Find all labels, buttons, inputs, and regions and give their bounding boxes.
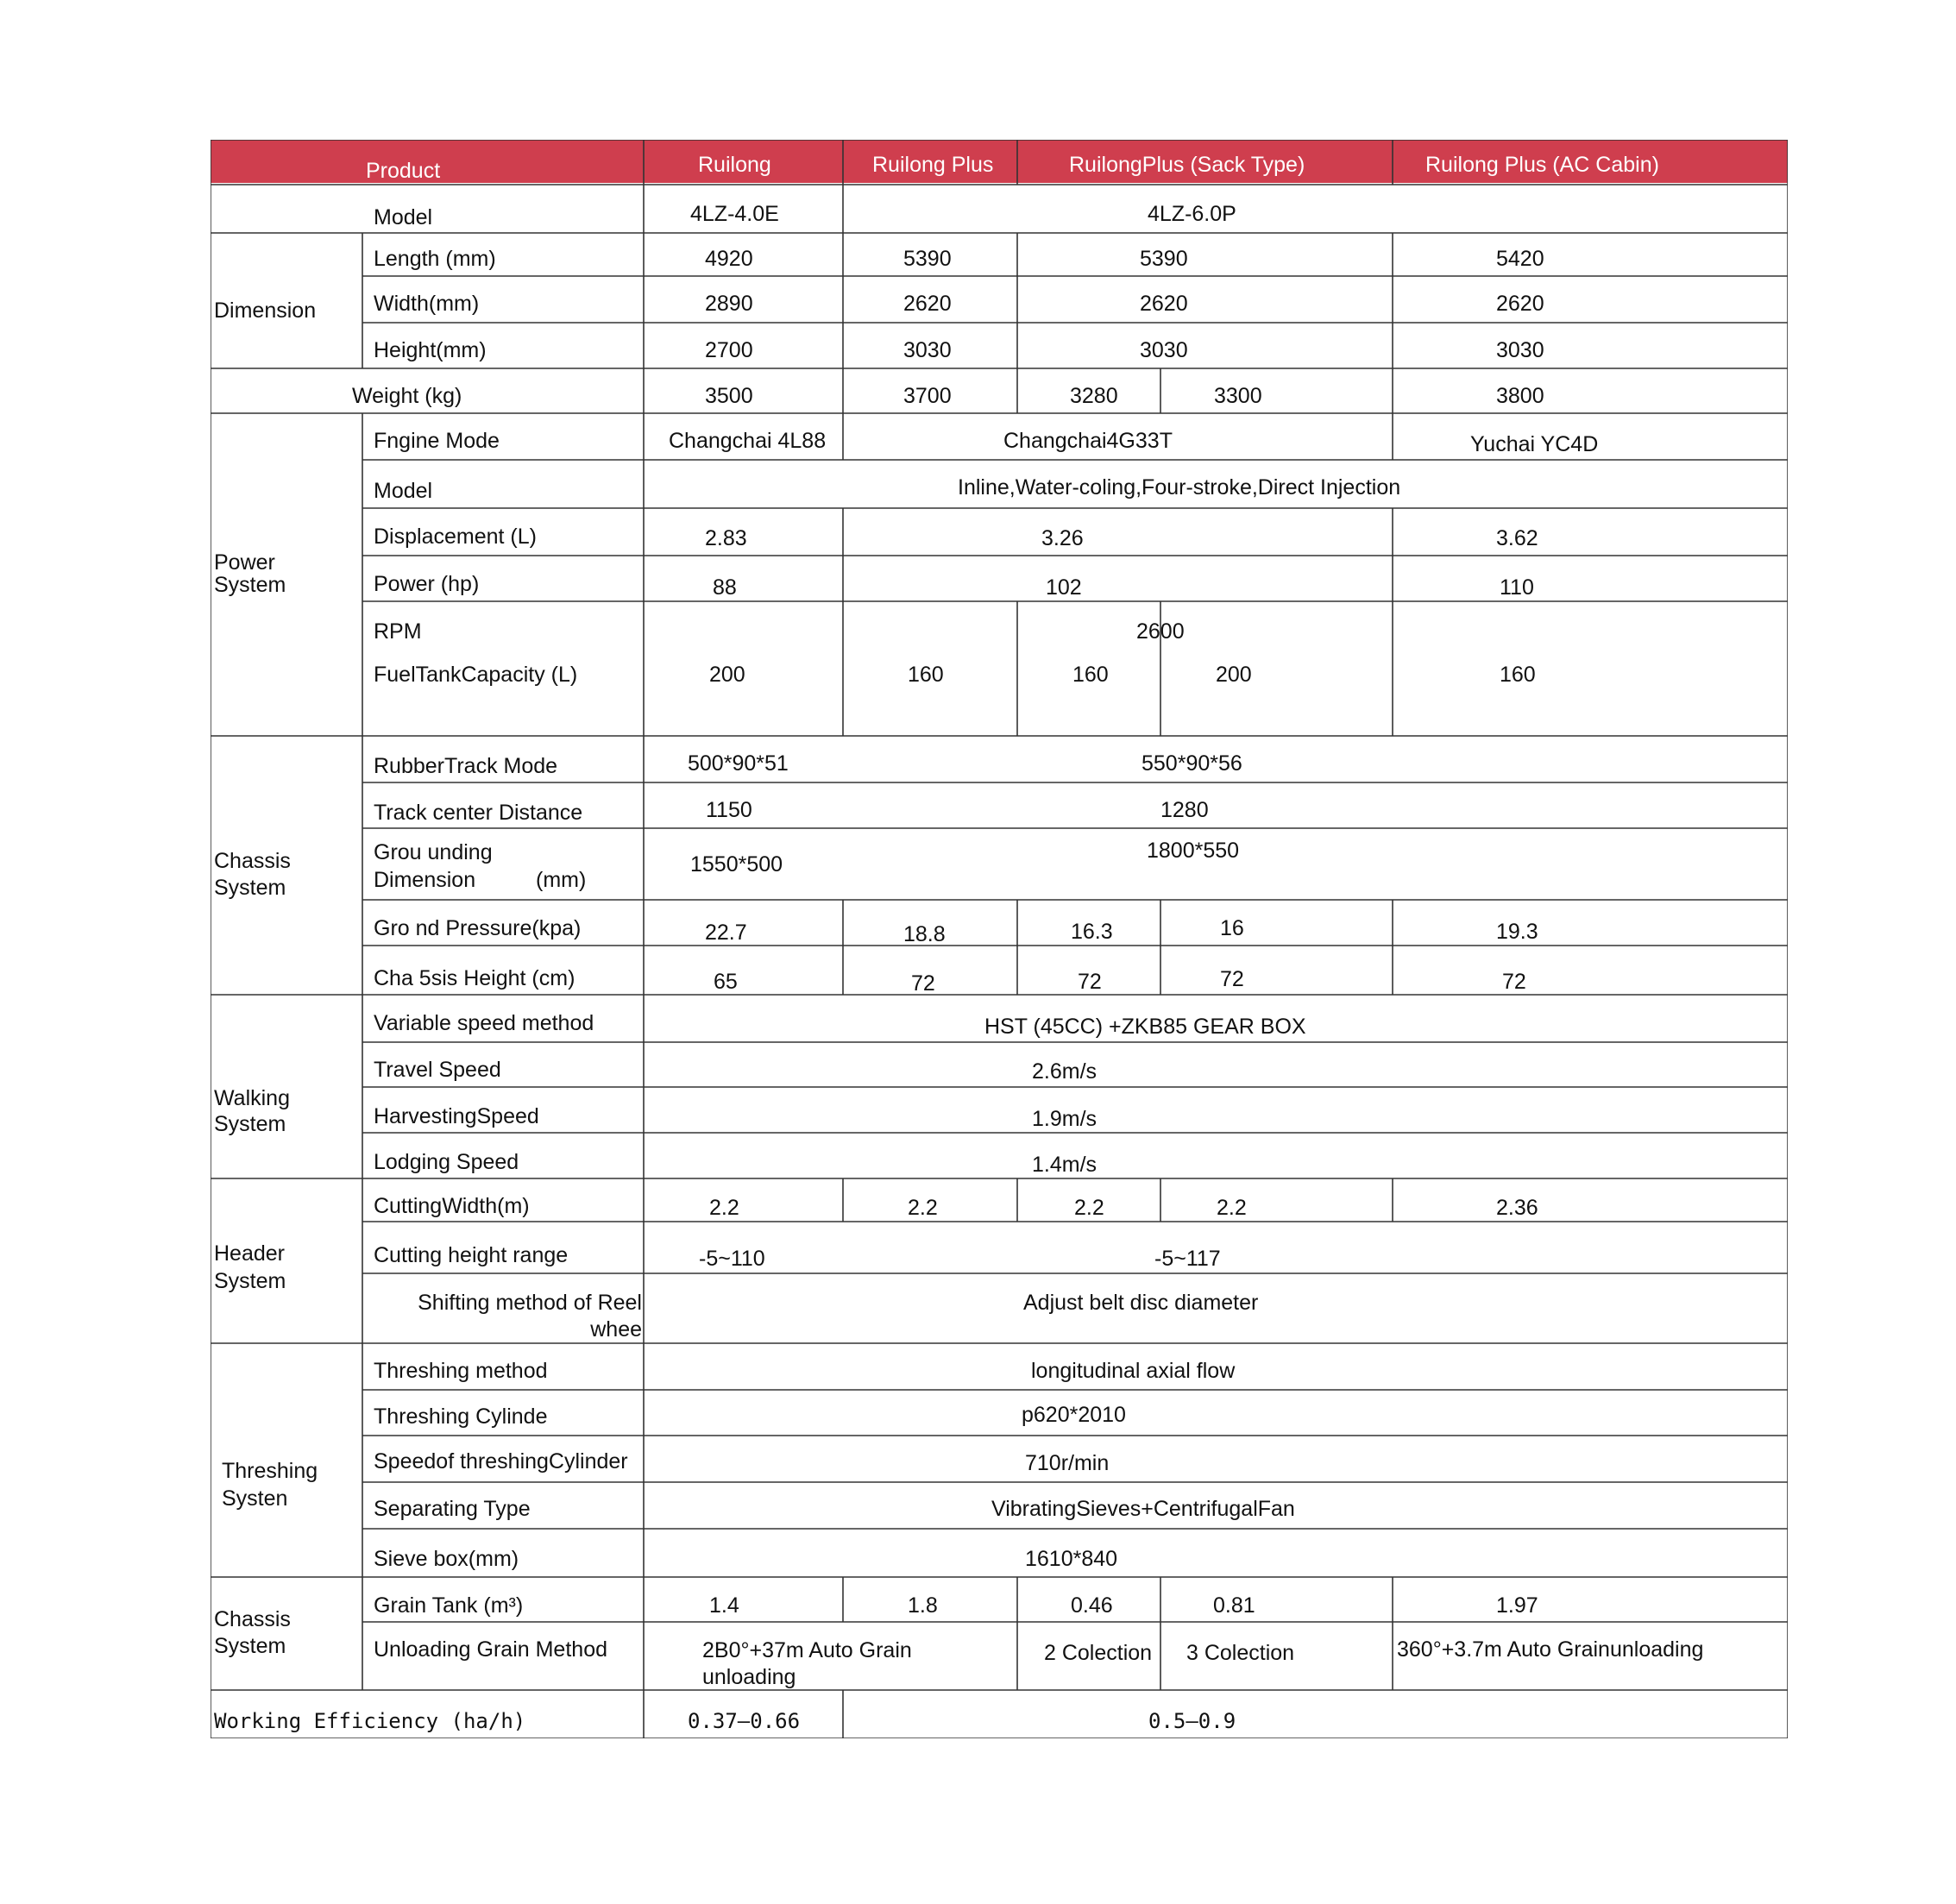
engine-label: Fngine Mode <box>374 429 500 453</box>
height-plus: 3030 <box>903 338 952 362</box>
length-ac: 5420 <box>1496 247 1544 271</box>
header-product: Product <box>366 159 441 183</box>
chassis-height-ac: 72 <box>1502 970 1526 994</box>
cutting-width-sack-1: 2.2 <box>1074 1196 1104 1220</box>
track-mode-label: RubberTrack Mode <box>374 754 558 778</box>
displacement-label: Displacement (L) <box>374 525 537 549</box>
weight-ruilong: 3500 <box>705 384 753 408</box>
walk-0-value: HST (45CC) +ZKB85 GEAR BOX <box>984 1015 1306 1039</box>
fuel-sack-1: 160 <box>1072 663 1109 687</box>
unloading-ruilong-line2: unloading <box>702 1665 796 1689</box>
chassis-height-ruilong: 65 <box>714 970 738 994</box>
header-ruilong: Ruilong <box>698 153 771 177</box>
pressure-label: Gro nd Pressure(kpa) <box>374 916 582 940</box>
height-ruilong: 2700 <box>705 338 753 362</box>
cutting-width-ac: 2.36 <box>1496 1196 1538 1220</box>
hp-ac: 110 <box>1500 575 1534 600</box>
grounding-label-line2: Dimension <box>374 868 476 892</box>
thresh-3-label: Separating Type <box>374 1497 531 1521</box>
walk-0-label: Variable speed method <box>374 1011 594 1035</box>
thresh-1-value: p620*2010 <box>1022 1403 1126 1427</box>
grounding-plus: 1800*550 <box>1147 839 1240 863</box>
grain-tank-sack-2: 0.81 <box>1213 1593 1255 1618</box>
length-plus: 5390 <box>903 247 952 271</box>
pressure-ruilong: 22.7 <box>705 921 747 945</box>
unloading-ac: 360°+3.7m Auto Grainunloading <box>1397 1637 1704 1662</box>
cutting-width-plus: 2.2 <box>908 1196 938 1220</box>
thresh-2-value: 710r/min <box>1025 1451 1110 1475</box>
power-group-line2: System <box>214 573 286 597</box>
track-mode-plus: 550*90*56 <box>1142 751 1242 776</box>
header-sack-type: RuilongPlus (Sack Type) <box>1069 153 1305 177</box>
height-ac: 3030 <box>1496 338 1544 362</box>
grounding-label-unit: (mm) <box>536 868 587 892</box>
weight-sack-1: 3280 <box>1070 384 1118 408</box>
unloading-sack-2: 3 Colection <box>1186 1641 1295 1665</box>
reel-value: Adjust belt disc diameter <box>1023 1291 1259 1315</box>
dimension-group-label: Dimension <box>214 298 317 323</box>
pressure-sack-1: 16.3 <box>1071 920 1113 944</box>
chassis-group-line1: Chassis <box>214 849 291 873</box>
height-label: Height(mm) <box>374 338 487 362</box>
fuel-plus: 160 <box>908 663 944 687</box>
walking-group-line2: System <box>214 1112 286 1136</box>
engine-ruilong: Changchai 4L88 <box>669 429 827 453</box>
unloading-ruilong-line1: 2B0°+37m Auto Grain <box>702 1638 912 1662</box>
chassis-height-sack-1: 72 <box>1078 970 1102 994</box>
track-center-label: Track center Distance <box>374 801 583 825</box>
grain-tank-sack-1: 0.46 <box>1071 1593 1113 1618</box>
threshing-group-line2: Systen <box>222 1486 288 1511</box>
walk-3-label: Lodging Speed <box>374 1150 519 1174</box>
weight-label: Weight (kg) <box>352 384 462 408</box>
efficiency-plus: 0.5–0.9 <box>1148 1709 1236 1733</box>
chassis-height-plus: 72 <box>911 971 935 996</box>
efficiency-ruilong: 0.37–0.66 <box>688 1709 801 1733</box>
fuel-ac: 160 <box>1500 663 1536 687</box>
grain-group-line1: Chassis <box>214 1607 291 1631</box>
model-plus: 4LZ-6.0P <box>1148 202 1236 226</box>
weight-sack-2: 3300 <box>1214 384 1262 408</box>
thresh-0-label: Threshing method <box>374 1359 548 1383</box>
unloading-sack-1: 2 Colection <box>1044 1641 1153 1665</box>
chassis-group-line2: System <box>214 876 286 900</box>
grain-tank-ac: 1.97 <box>1496 1593 1538 1618</box>
length-label: Length (mm) <box>374 247 496 271</box>
grounding-label-line1: Grou unding <box>374 840 493 864</box>
hp-label: Power (hp) <box>374 572 480 596</box>
hp-ruilong: 88 <box>713 575 737 600</box>
grain-tank-plus: 1.8 <box>908 1593 938 1618</box>
pressure-ac: 19.3 <box>1496 920 1538 944</box>
header-ac-cabin: Ruilong Plus (AC Cabin) <box>1425 153 1659 177</box>
track-center-plus: 1280 <box>1160 798 1209 822</box>
rpm-label: RPM <box>374 619 422 644</box>
rpm-value: 2600 <box>1136 619 1185 644</box>
length-sack: 5390 <box>1140 247 1188 271</box>
efficiency-label: Working Efficiency (ha/h) <box>214 1709 526 1733</box>
power-group-line1: Power <box>214 550 275 575</box>
fuel-ruilong: 200 <box>709 663 745 687</box>
length-ruilong: 4920 <box>705 247 753 271</box>
cutting-width-label: CuttingWidth(m) <box>374 1194 530 1218</box>
grain-group-line2: System <box>214 1634 286 1658</box>
header-ruilong-plus: Ruilong Plus <box>872 153 994 177</box>
power-model-label: Model <box>374 479 433 503</box>
height-sack: 3030 <box>1140 338 1188 362</box>
weight-plus: 3700 <box>903 384 952 408</box>
thresh-3-value: VibratingSieves+CentrifugalFan <box>991 1497 1295 1521</box>
thresh-2-label: Speedof threshingCylinder <box>374 1449 628 1474</box>
width-ruilong: 2890 <box>705 292 753 316</box>
engine-plus: Changchai4G33T <box>1003 429 1173 453</box>
displacement-plus: 3.26 <box>1041 526 1084 550</box>
model-ruilong: 4LZ-4.0E <box>690 202 779 226</box>
grain-tank-ruilong: 1.4 <box>709 1593 739 1618</box>
weight-ac: 3800 <box>1496 384 1544 408</box>
spec-table <box>211 140 1788 1738</box>
hp-plus: 102 <box>1046 575 1082 600</box>
walk-2-value: 1.9m/s <box>1032 1107 1097 1131</box>
walking-group-line1: Walking <box>214 1086 290 1110</box>
walk-1-label: Travel Speed <box>374 1058 501 1082</box>
header-group-line2: System <box>214 1269 286 1293</box>
chassis-height-sack-2: 72 <box>1220 967 1244 991</box>
displacement-ruilong: 2.83 <box>705 526 747 550</box>
cutting-width-sack-2: 2.2 <box>1217 1196 1247 1220</box>
engine-ac: Yuchai YC4D <box>1470 432 1599 456</box>
track-center-ruilong: 1150 <box>706 798 752 822</box>
grounding-ruilong: 1550*500 <box>690 852 783 877</box>
width-ac: 2620 <box>1496 292 1544 316</box>
power-model-value: Inline,Water-coling,Four-stroke,Direct Injection <box>958 475 1401 500</box>
reel-label-line1: Shifting method of Reel <box>418 1291 642 1315</box>
fuel-sack-2: 200 <box>1216 663 1252 687</box>
pressure-sack-2: 16 <box>1220 916 1244 940</box>
thresh-4-value: 1610*840 <box>1025 1547 1118 1571</box>
cutting-height-label: Cutting height range <box>374 1243 569 1267</box>
pressure-plus: 18.8 <box>903 922 946 946</box>
grain-tank-label: Grain Tank (m³) <box>374 1593 524 1618</box>
displacement-ac: 3.62 <box>1496 526 1538 550</box>
thresh-0-value: longitudinal axial flow <box>1031 1359 1236 1383</box>
unloading-label: Unloading Grain Method <box>374 1637 607 1662</box>
model-label: Model <box>374 205 433 229</box>
thresh-1-label: Threshing Cylinde <box>374 1404 548 1429</box>
walk-3-value: 1.4m/s <box>1032 1153 1097 1177</box>
thresh-4-label: Sieve box(mm) <box>374 1547 519 1571</box>
width-label: Width(mm) <box>374 292 480 316</box>
width-plus: 2620 <box>903 292 952 316</box>
chassis-height-label: Cha 5sis Height (cm) <box>374 966 575 990</box>
cutting-height-ruilong: -5~110 <box>699 1247 765 1271</box>
header-group-line1: Header <box>214 1241 285 1266</box>
track-mode-ruilong: 500*90*51 <box>688 751 789 776</box>
width-sack: 2620 <box>1140 292 1188 316</box>
walk-2-label: HarvestingSpeed <box>374 1104 539 1128</box>
reel-label-line2: whee <box>590 1317 642 1342</box>
cutting-width-ruilong: 2.2 <box>709 1196 739 1220</box>
cutting-height-plus: -5~117 <box>1154 1247 1221 1271</box>
walk-1-value: 2.6m/s <box>1032 1059 1097 1084</box>
fuel-label: FuelTankCapacity (L) <box>374 663 578 687</box>
threshing-group-line1: Threshing <box>222 1459 318 1483</box>
